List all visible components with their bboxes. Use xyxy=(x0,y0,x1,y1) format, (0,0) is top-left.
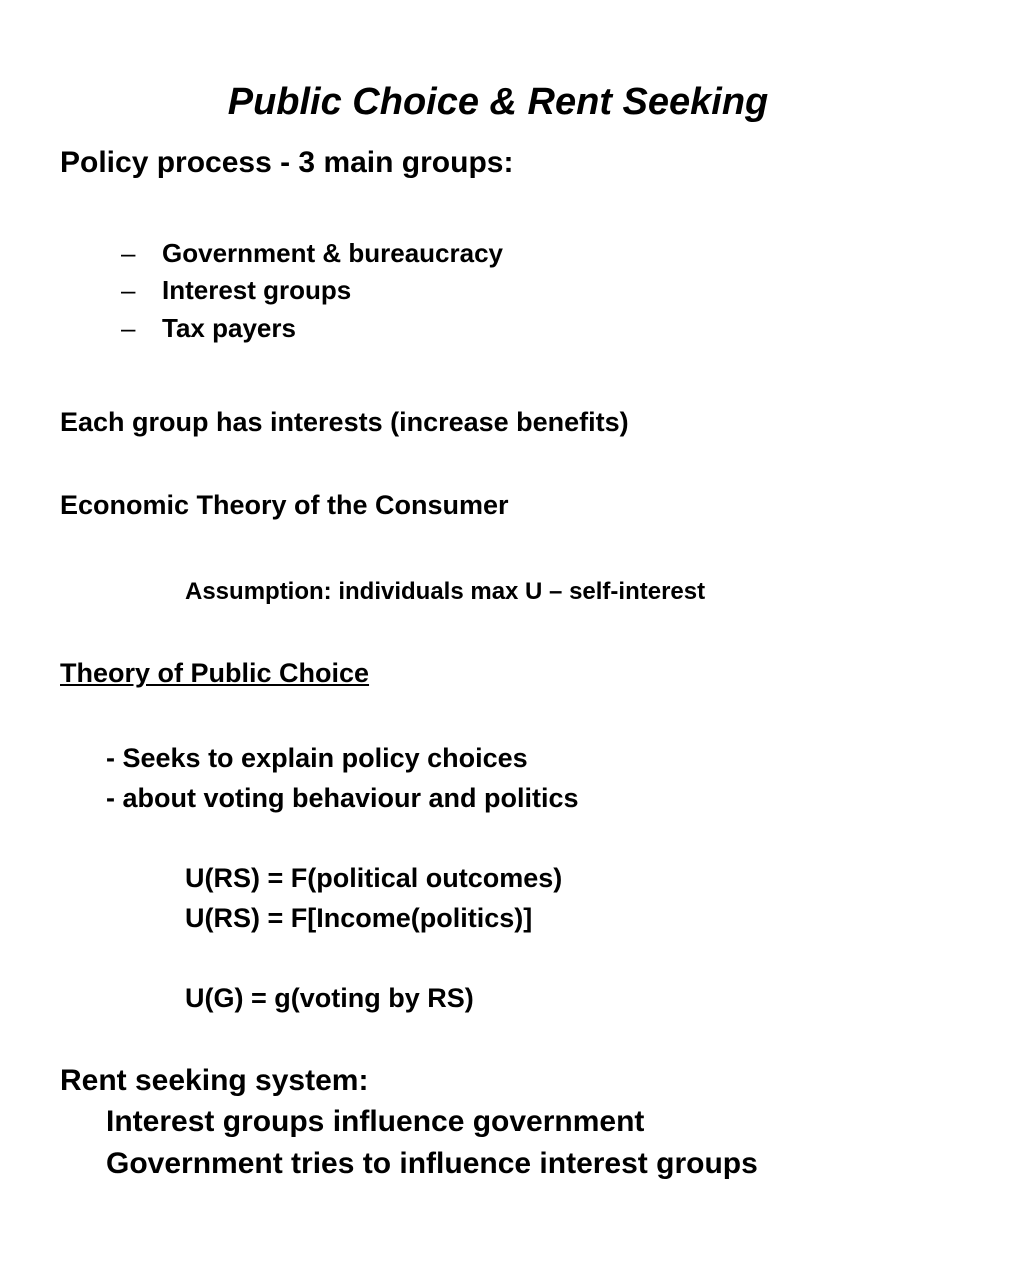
rent-point: Government tries to influence interest groups xyxy=(106,1147,758,1180)
consumer-heading: Economic Theory of the Consumer xyxy=(60,490,509,520)
group-label: Tax payers xyxy=(162,313,296,343)
dash-bullet: – xyxy=(121,238,136,268)
slide-title: Public Choice & Rent Seeking xyxy=(227,81,769,123)
dash-bullet: – xyxy=(121,275,136,305)
assumption-text: Assumption: individuals max U – self-interest xyxy=(185,578,706,605)
rent-point: Interest groups influence government xyxy=(106,1105,645,1138)
equation: U(G) = g(voting by RS) xyxy=(185,983,474,1013)
equation: U(RS) = F(political outcomes) xyxy=(185,863,563,893)
interests-line: Each group has interests (increase benefits) xyxy=(60,407,629,437)
group-label: Government & bureaucracy xyxy=(162,238,504,268)
rent-heading: Rent seeking system: xyxy=(60,1064,369,1097)
group-label: Interest groups xyxy=(162,275,352,305)
public-choice-heading: Theory of Public Choice xyxy=(60,658,370,688)
dash-bullet: – xyxy=(121,313,136,343)
policy-heading: Policy process - 3 main groups: xyxy=(60,146,514,179)
public-choice-point: - Seeks to explain policy choices xyxy=(106,743,528,773)
public-choice-point: - about voting behaviour and politics xyxy=(106,783,579,813)
equation: U(RS) = F[Income(politics)] xyxy=(185,903,533,933)
